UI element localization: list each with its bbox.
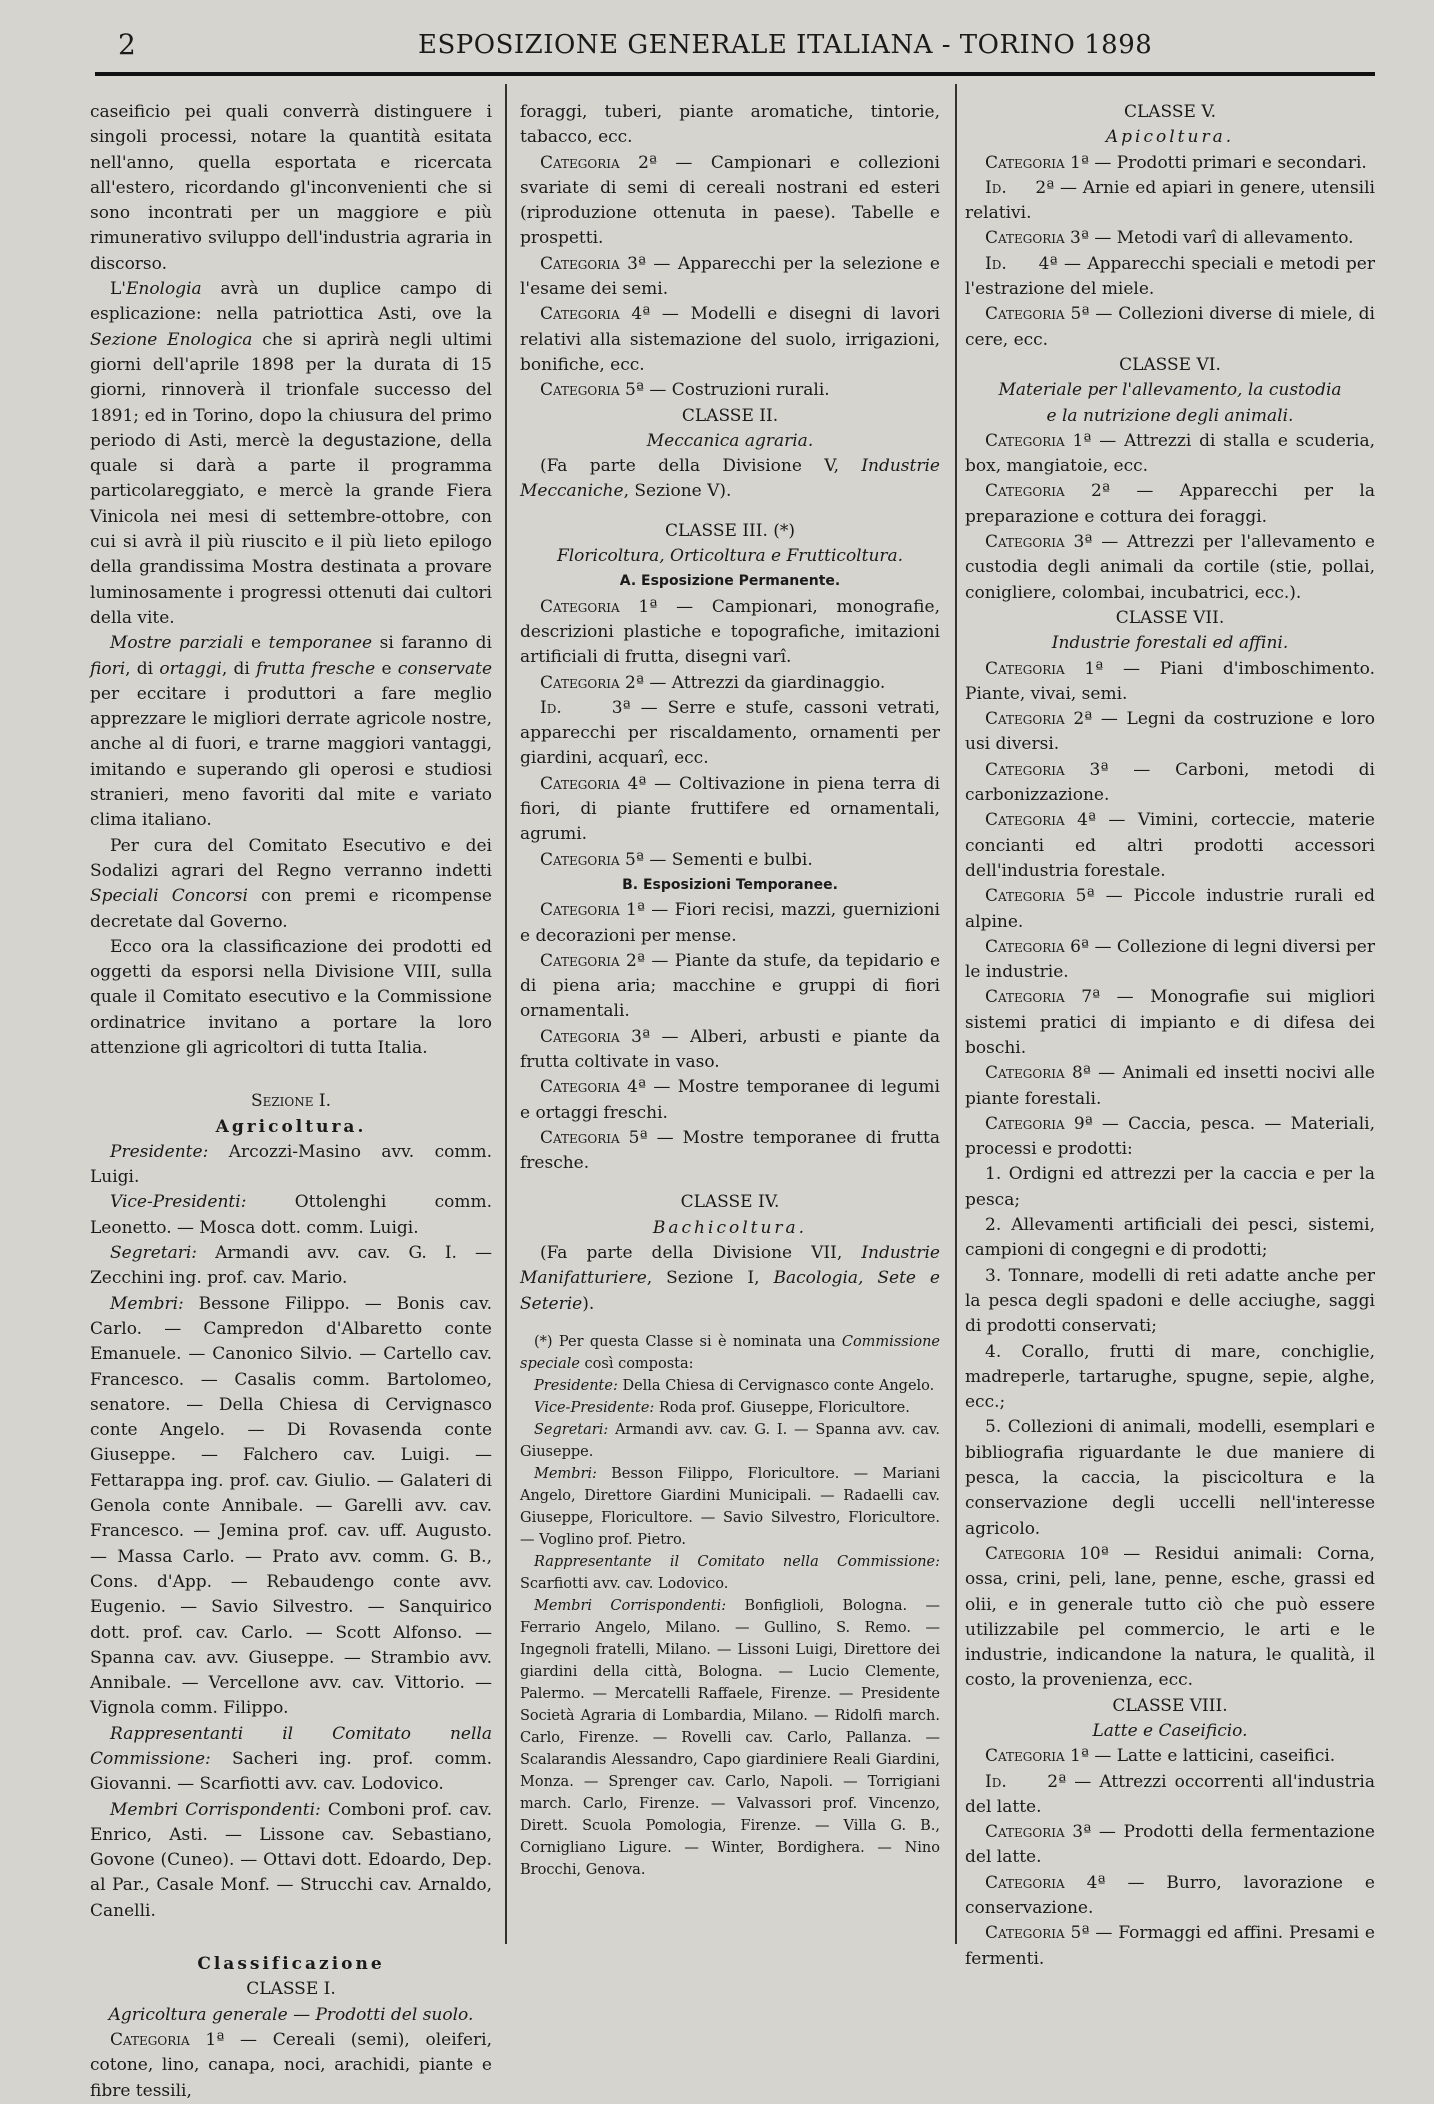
header-rule	[95, 72, 1375, 76]
paragraph-concorsi: Per cura del Comitato Esecutivo e dei Sodalizi agrari del Regno verranno indetti Speciali Concorsi con premi e ricompense decretate dal Governo.	[90, 835, 492, 932]
classe-heading: CLASSE VI.	[1119, 354, 1221, 375]
categoria: Id. 2ª — Arnie ed apiari in genere, utensili relativi.	[965, 177, 1375, 224]
paragraph: foraggi, tuberi, piante aromatiche, tintorie, tabacco, ecc.	[520, 102, 940, 148]
paragraph: caseificio pei quali converrà distinguere i singoli processi, notare la quantità esitata nell'anno, quella esportata e ricercata all'estero, ricordando gl'inconvenienti che si sono incontrati per un maggiore e più rimunerativo sviluppo dell'industria agraria in discorso.	[90, 102, 492, 274]
running-title: ESPOSIZIONE GENERALE ITALIANA - TORINO 1898	[418, 30, 1153, 60]
categoria: Categoria 3ª — Alberi, arbusti e piante da frutta coltivate in vaso.	[520, 1026, 940, 1072]
list-item: 5. Collezioni di animali, modelli, esemplari e bibliografia riguardante le due maniere di pesca, la caccia, la piscicoltura e la conservazione degli uccelli nell'interesse agricolo.	[965, 1417, 1375, 1539]
categoria: Categoria 5ª — Mostre temporanee di frutta fresche.	[520, 1127, 940, 1174]
list-item: 3. Tonnare, modelli di reti adatte anche per la pesca degli spadoni e delle acciughe, saggi di prodotti conservati;	[965, 1265, 1375, 1337]
categoria: Categoria 1ª — Latte e latticini, caseifici.	[985, 1746, 1336, 1767]
categoria: Categoria 4ª — Vimini, corteccie, materie concianti ed altri prodotti accessori dell'industria forestale.	[965, 810, 1375, 881]
categoria: Categoria 4ª — Coltivazione in piena terra di fiori, di piante fruttifere ed ornamentali, agrumi.	[520, 773, 940, 845]
presidente: Presidente: Arcozzi-Masino avv. comm. Luigi.	[90, 1141, 492, 1188]
categoria: Categoria 7ª — Monografie sui migliori sistemi pratici di impianto e di difesa dei boschi.	[965, 987, 1375, 1058]
categoria: Categoria 1ª — Attrezzi di stalla e scuderia, box, mangiatoie, ecc.	[965, 430, 1375, 477]
classe-heading: CLASSE VII.	[1115, 607, 1225, 628]
categoria: Categoria 4ª — Modelli e disegni di lavori relativi alla sistemazione del suolo, irrigazioni, bonifiche, ecc.	[520, 304, 940, 375]
categoria: Categoria 5ª — Collezioni diverse di miele, di cere, ecc.	[965, 304, 1375, 350]
membri-corrispondenti: Membri Corrispondenti: Comboni prof. cav. Enrico, Asti. — Lissone cav. Sebastiano, Govone (Cuneo). — Ottavi dott. Edoardo, Dep. al Par., Casale Monf. — Strucchi cav. Arnaldo, Canelli.	[90, 1799, 493, 1921]
classe-note: (Fa parte della Divisione VII, Industrie Manifatturiere, Sezione I, Bacologia, Sete e Seterie).	[520, 1243, 940, 1314]
classe-subtitle: e la nutrizione degli animali.	[1046, 405, 1294, 426]
subsection-heading: A. Esposizione Permanente.	[619, 573, 841, 590]
categoria: Categoria 3ª — Apparecchi per la selezione e l'esame dei semi.	[520, 253, 940, 300]
classe-heading: CLASSE VIII.	[1112, 1695, 1228, 1716]
categoria: Categoria 3ª — Metodi varî di allevamento.	[985, 228, 1354, 249]
classe-subtitle: Apicoltura.	[1105, 127, 1235, 148]
categoria: Categoria 2ª — Attrezzi da giardinaggio.	[540, 672, 886, 693]
classificazione-heading: Classificazione	[197, 1954, 385, 1975]
categoria: Categoria 3ª — Prodotti della fermentazione del latte.	[965, 1822, 1375, 1868]
categoria: Categoria 5ª — Piccole industrie rurali ed alpine.	[965, 886, 1375, 932]
categoria: Categoria 1ª — Fiori recisi, mazzi, guernizioni e decorazioni per mense.	[520, 900, 940, 946]
classe-subtitle: Industrie forestali ed affini.	[1051, 633, 1289, 654]
categoria: Categoria 1ª — Piani d'imboschimento. Piante, vivai, semi.	[965, 658, 1375, 704]
classe-heading: CLASSE III. (*)	[664, 520, 796, 541]
section-heading: Sezione I.	[250, 1091, 332, 1112]
categoria: Categoria 10ª — Residui animali: Corna, ossa, crini, peli, lane, penne, esche, grassi ed olii, e in generale tutto ciò che può essere utilizzabile pel commercio, le arti e le industrie, indicandone la natura, le qualità, il costo, la provenienza, ecc.	[965, 1543, 1375, 1691]
column-divider-left	[505, 84, 507, 1944]
categoria: Categoria 3ª — Attrezzi per l'allevamento e custodia degli animali da cortile (stie, pollai, conigliere, colombai, incubatrici, ecc.).	[965, 532, 1375, 603]
classe-note: (Fa parte della Divisione V, Industrie Meccaniche, Sezione V).	[520, 456, 940, 502]
column-left	[90, 100, 492, 2104]
classe-subtitle: Latte e Caseificio.	[1092, 1721, 1248, 1741]
classe-heading: CLASSE IV.	[680, 1192, 780, 1213]
categoria: Categoria 5ª — Costruzioni rurali.	[540, 380, 830, 401]
categoria: Categoria 3ª — Carboni, metodi di carbonizzazione.	[965, 759, 1375, 806]
categoria: Categoria 1ª — Prodotti primari e secondari.	[985, 152, 1367, 173]
categoria: Categoria 9ª — Caccia, pesca. — Materiali, processi e prodotti:	[965, 1113, 1375, 1160]
categoria: Categoria 8ª — Animali ed insetti nocivi alle piante forestali.	[965, 1063, 1375, 1109]
classe-subtitle: Bachicoltura.	[652, 1217, 808, 1238]
classe-heading: CLASSE V.	[1123, 102, 1217, 122]
list-item: 4. Corallo, frutti di mare, conchiglie, madreperle, tartarughe, spugne, sepie, alghe, ecc.;	[965, 1341, 1375, 1413]
paragraph-classificazione: Ecco ora la classificazione dei prodotti ed oggetti da esporsi nella Divisione VIII, sulla quale il Comitato esecutivo e la Commissione ordinatrice invitano a portare la loro attenzione gli agricoltori di tutta Italia.	[90, 936, 492, 1058]
categoria: Id. 2ª — Attrezzi occorrenti all'industria del latte.	[965, 1771, 1375, 1817]
categoria: Categoria 2ª — Legni da costruzione e loro usi diversi.	[965, 709, 1375, 755]
classe-heading: CLASSE II.	[681, 405, 779, 426]
classe-subtitle: Materiale per l'allevamento, la custodia	[998, 380, 1342, 401]
categoria: Categoria 2ª — Campionari e collezioni svariate di semi di cereali nostrani ed esteri (riproduzione ottenuta in paese). Tabelle e prospetti.	[520, 152, 940, 249]
classe-subtitle: Floricoltura, Orticoltura e Frutticoltura.	[556, 546, 904, 567]
segretari: Segretari: Armandi avv. cav. G. I. — Zecchini ing. prof. cav. Mario.	[90, 1243, 492, 1289]
paragraph-mostre: Mostre parziali e temporanee si faranno di fiori, di ortaggi, di frutta fresche e conservate per eccitare i produttori a fare meglio apprezzare le migliori derrate agricole nostre, anche al di fuori, e trarne maggiori vantaggi, imitando e superando gli operosi e studiosi stranieri, meno favoriti dal mite e variato clima italiano.	[90, 633, 493, 831]
categoria: Id. 3ª — Serre e stufe, cassoni vetrati, apparecchi per riscaldamento, ornamenti per giardini, acquarî, ecc.	[520, 697, 940, 769]
categoria: Categoria 2ª — Apparecchi per la preparazione e cottura dei foraggi.	[965, 481, 1375, 527]
section-title: Agricoltura.	[215, 1116, 367, 1137]
categoria: Categoria 6ª — Collezione di legni diversi per le industrie.	[965, 936, 1375, 983]
column-right	[965, 100, 1375, 1972]
page-number: 2	[118, 28, 136, 61]
list-item: 1. Ordigni ed attrezzi per la caccia e per la pesca;	[965, 1164, 1375, 1210]
categoria: Categoria 4ª — Mostre temporanee di legumi e ortaggi freschi.	[520, 1077, 940, 1123]
categoria: Categoria 4ª — Burro, lavorazione e conservazione.	[965, 1872, 1375, 1919]
subsection-heading: B. Esposizioni Temporanee.	[622, 876, 838, 893]
categoria: Categoria 1ª — Campionari, monografie, descrizioni plastiche e topografiche, imitazioni artificiali di frutta, disegni varî.	[520, 596, 940, 668]
membri: Membri: Bessone Filippo. — Bonis cav. Carlo. — Campredon d'Albaretto conte Emanuele. — Canonico Silvio. — Cartello cav. Francesco. — Casalis comm. Bartolomeo, senatore. — Della Chiesa di Cervignasco conte Angelo. — Di Rovasenda conte Giuseppe. — Falchero cav. Luigi. — Fettarappa ing. prof. cav. Giulio. — Galateri di Genola conte Annibale. — Garelli avv. cav. Francesco. — Jemina prof. cav. uff. Augusto. — Massa Carlo. — Prato avv. comm. G. B., Cons. d'App. — Rebaudengo conte avv. Eugenio. — Savio Silvestro. — Sanquirico dott. prof. cav. Carlo. — Scott Alfonso. — Spanna cav. avv. Giuseppe. — Strambio avv. Annibale. — Vercellone avv. cav. Vittorio. — Vignola comm. Filippo.	[90, 1293, 492, 1719]
categoria: Id. 4ª — Apparecchi speciali e metodi per l'estrazione del miele.	[965, 253, 1375, 300]
categoria: Categoria 5ª — Sementi e bulbi.	[540, 849, 813, 870]
vice-presidenti: Vice-Presidenti: Ottolenghi comm. Leonetto. — Mosca dott. comm. Luigi.	[90, 1192, 492, 1238]
footnote: (*) Per questa Classe si è nominata una Commissione speciale così composta: Presidente: Della Chiesa di Cervignasco conte Angelo. Vice-Presidente: Roda prof. Giuseppe, Floricultore. Segretari: Armandi avv. cav. G. I. — Spanna avv. cav. Giuseppe. Membri: Besson Filippo, Floricultore. — Mariani Angelo, Direttore Giardini Municipali. — Radaelli cav. Giuseppe, Floricultore. — Savio Silvestro, Floricultore. — Voglino prof. Pietro. Rappresentante il Comitato nella Commissione: Scarfiotti avv. cav. Lodovico. Membri Corrispondenti: Bonfiglioli, Bologna. — Ferrario Angelo, Milano. — Gullino, S. Remo. — Ingegnoli fratelli, Milano. — Lissoni Luigi, Direttore dei giardini della città, Bologna. — Lucio Clemente, Palermo. — Mercatelli Raffaele, Firenze. — Presidente Società Agraria di Lombardia, Milano. — Ridolfi march. Carlo, Firenze. — Rovelli cav. Carlo, Pallanza. — Scalarandis Alessandro, Capo giardiniere Reali Giardini, Monza. — Sprenger cav. Carlo, Napoli. — Torrigiani march. Carlo, Firenze. — Valvassori prof. Vincenzo, Dirett. Scuola Pomologia, Firenze. — Villa G. B., Cornigliano Ligure. — Winter, Bordighera. — Nino Brocchi, Genova.	[520, 1333, 940, 1878]
list-item: 2. Allevamenti artificiali dei pesci, sistemi, campioni di congegni e di prodotti;	[965, 1215, 1375, 1261]
classe-heading: CLASSE I.	[246, 1979, 336, 2000]
page-header	[100, 28, 1374, 68]
column-divider-right	[955, 84, 957, 1944]
classe-subtitle: Agricoltura generale — Prodotti del suolo.	[108, 2004, 474, 2025]
categoria: Categoria 2ª — Piante da stufe, da tepidario e di piena aria; macchine e gruppi di fiori ornamentali.	[520, 950, 941, 1022]
classe-subtitle: Meccanica agraria.	[646, 430, 814, 451]
column-middle	[520, 100, 940, 1881]
categoria: Categoria 1ª — Cereali (semi), oleiferi, cotone, lino, canapa, noci, arachidi, piante e fibre tessili,	[90, 2029, 492, 2101]
categoria: Categoria 5ª — Formaggi ed affini. Presami e fermenti.	[965, 1923, 1375, 1969]
paragraph-enologia: L'Enologia avrà un duplice campo di esplicazione: nella patriottica Asti, ove la Sezione Enologica che si aprirà negli ultimi giorni dell'aprile 1898 per la durata di 15 giorni, rinnoverà il trionfale successo del 1891; ed in Torino, dopo la chiusura del primo periodo di Asti, mercè la degustazione, della quale si darà a parte il programma particolareggiato, e mercè la grande Fiera Vinicola nei mesi di settembre-ottobre, con cui si avrà il più riuscito e il più lieto epilogo della grandissima Mostra destinata a provare luminosamente i progressi ottenuti dai cultori della vite.	[90, 279, 492, 628]
rappresentanti: Rappresentanti il Comitato nella Commissione: Sacheri ing. prof. comm. Giovanni. — Scarfiotti avv. cav. Lodovico.	[90, 1723, 492, 1795]
